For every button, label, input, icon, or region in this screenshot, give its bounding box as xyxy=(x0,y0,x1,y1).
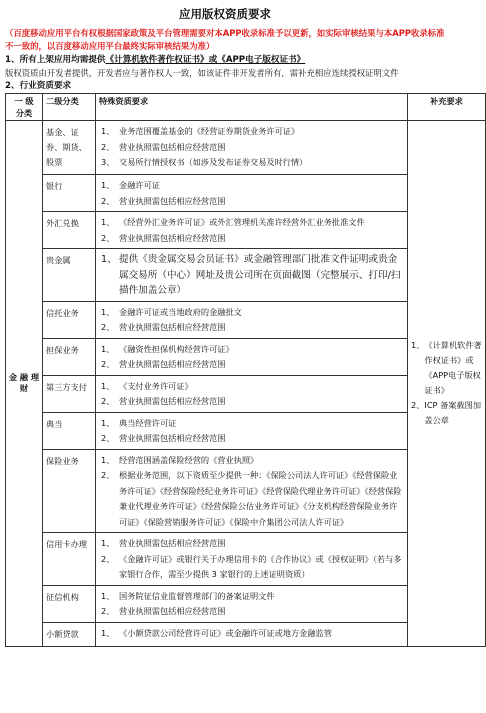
notice-text: （百度移动应用平台有权根据国家政策及平台管理需要对本APP收录标准予以更新，如实际审核结果与本APP收录标准不一致的，以百度移动应用平台最终实际审核结果为准） xyxy=(5,28,445,51)
item-number: 2、 xyxy=(101,232,115,243)
item-text: 《融资性担保机构经营许可证》 xyxy=(119,343,234,354)
item-text: 营业执照需包括相应经营范围 xyxy=(119,396,226,406)
section2-heading: 2、行业资质要求 xyxy=(5,81,72,91)
spec-cell xyxy=(96,338,408,375)
item-text: 典当经营许可证 xyxy=(119,417,177,428)
spec-item xyxy=(101,124,404,140)
spec-item xyxy=(101,431,404,447)
section1-heading xyxy=(5,54,445,67)
cat2-cell: 外汇兑换 xyxy=(43,212,96,249)
item-text: 业务范围覆盖基金的《经营证券期货业务许可证》 xyxy=(119,126,300,136)
spec-item xyxy=(101,536,404,552)
cat1-cell: 金 融 理财 xyxy=(6,121,43,647)
item-number: 1、 xyxy=(101,380,115,391)
item-number: 1、 xyxy=(101,217,115,227)
spec-item xyxy=(101,357,404,373)
page-title: 应用版权资质要求 xyxy=(179,7,271,21)
item-text: 营业执照需包括相应经营范围 xyxy=(119,606,226,616)
spec-item xyxy=(101,178,404,194)
item-number: 2、 xyxy=(411,400,425,411)
spec-item xyxy=(101,215,404,231)
cat2-cell: 信托业务 xyxy=(43,301,96,338)
spec-cell xyxy=(96,301,408,338)
item-text: 营业执照需包括相应经营范围 xyxy=(119,538,226,548)
item-text: 《支付业务许可证》 xyxy=(119,380,193,391)
cat2-cell: 征信机构 xyxy=(43,585,96,622)
spec-cell xyxy=(96,449,408,533)
item-number: 1、 xyxy=(101,306,115,317)
item-number: 1、 xyxy=(101,454,115,465)
spec-cell xyxy=(96,375,408,412)
item-number: 2、 xyxy=(101,470,115,480)
header-cat1: 一 级 分类 xyxy=(6,94,43,121)
item-number: 1、 xyxy=(411,340,425,351)
cat2-cell: 担保业务 xyxy=(43,338,96,375)
spec-item xyxy=(101,140,404,156)
item-number: 2、 xyxy=(101,606,115,616)
item-number: 1、 xyxy=(101,627,115,638)
spec-cell xyxy=(96,412,408,449)
item-number: 1、 xyxy=(101,343,115,354)
item-number: 2、 xyxy=(101,195,115,206)
item-number: 2、 xyxy=(101,553,115,564)
spec-item xyxy=(101,194,404,210)
item-text: 国务院征信业监督管理部门的备案证明文件 xyxy=(119,590,275,601)
cat2-cell: 保险业务 xyxy=(43,449,96,533)
spec-item xyxy=(101,155,404,171)
spec-item xyxy=(101,252,404,299)
spec-item xyxy=(101,416,404,432)
item-text: 营业执照需包括相应经营范围 xyxy=(119,141,226,152)
item-number: 2、 xyxy=(101,433,115,443)
spec-item xyxy=(101,552,404,583)
item-text: 营业执照需包括相应经营范围 xyxy=(119,359,226,369)
extra-requirements-cell xyxy=(408,121,486,647)
spec-cell xyxy=(96,622,408,646)
item-number: 1、 xyxy=(101,180,115,190)
item-number: 1、 xyxy=(101,126,115,136)
item-text: 金融许可证或当地政府的金融批文 xyxy=(119,306,242,317)
cat2-cell: 贵金属 xyxy=(43,249,96,302)
spec-item xyxy=(101,626,404,642)
spec-cell xyxy=(96,121,408,175)
spec-cell xyxy=(96,212,408,249)
item-number: 3、 xyxy=(101,157,115,167)
header-cat2: 二级分类 xyxy=(43,94,96,121)
spec-item xyxy=(101,453,404,469)
spec-cell xyxy=(96,533,408,586)
item-text: 经营范围涵盖保险经营的《营业执照》 xyxy=(119,454,259,465)
table-header-row xyxy=(6,94,486,121)
cat2-cell: 信用卡办理 xyxy=(43,533,96,586)
spec-cell xyxy=(96,175,408,212)
spec-item xyxy=(101,342,404,358)
cat2-cell: 基金、证券、期货、股票 xyxy=(43,121,96,175)
spec-item xyxy=(101,305,404,321)
item-text: 《小额贷款公司经营许可证》或金融许可证或地方金融监管 xyxy=(119,627,332,638)
spec-item xyxy=(101,589,404,605)
spec-item xyxy=(101,394,404,410)
table-row xyxy=(6,121,486,175)
item-text: ICP 备案截图加盖公章 xyxy=(424,400,482,426)
item-text: 金融许可证 xyxy=(119,180,160,190)
item-number: 1、 xyxy=(101,254,117,265)
header-extra: 补充要求 xyxy=(408,94,486,121)
item-number: 1、 xyxy=(101,590,115,601)
item-text: 《计算机软件著作权证书》或《APP电子版权证书》 xyxy=(424,340,482,396)
section1-body: 版权资质由开发者提供，开发者应与著作权人一致，如该证件非开发者所有，需补充相应连续授权证明文件 xyxy=(5,68,399,78)
item-text: 营业执照需包括相应经营范围 xyxy=(119,195,226,206)
section1-underlined: 《计算机软件著作权证书》或《APP电子版权证书》 xyxy=(105,55,306,65)
section1-prefix: 1、所有上架应用均需提供 xyxy=(5,55,106,65)
item-number: 2、 xyxy=(101,322,115,332)
cat2-cell: 银行 xyxy=(43,175,96,212)
cat2-cell: 典当 xyxy=(43,412,96,449)
spec-item xyxy=(101,468,404,530)
item-number: 2、 xyxy=(101,396,115,406)
item-number: 1、 xyxy=(101,417,115,428)
spec-cell xyxy=(96,585,408,622)
item-text: 《金融许可证》或银行关于办理信用卡的《合作协议》或《授权证明》（若与多家银行合作，需至少提供 3 家银行的上述证明资质） xyxy=(119,553,402,579)
extra-item xyxy=(411,398,482,428)
item-number: 2、 xyxy=(101,141,115,152)
table-body xyxy=(6,121,486,647)
item-text: 营业执照需包括相应经营范围 xyxy=(119,433,226,443)
qualification-table xyxy=(5,93,486,647)
spec-cell xyxy=(96,249,408,302)
spec-item xyxy=(101,320,404,336)
spec-item xyxy=(101,604,404,620)
item-text: 营业执照需包括相应经营范围 xyxy=(119,322,226,332)
item-number: 2、 xyxy=(101,359,115,369)
item-text: 《经营外汇业务许可证》或外汇管理机关准许经营外汇业务批准文件 xyxy=(119,217,365,227)
extra-item xyxy=(411,338,482,398)
spec-item xyxy=(101,231,404,247)
cat2-cell: 第三方支付 xyxy=(43,375,96,412)
item-text: 提供《贵金属交易会员证书》或金融管理部门批准文件证明或贵金属交易所（中心）网址及贵公司所在页面截图（完整展示、打印/扫描件加盖公章） xyxy=(119,254,401,296)
header-spec: 特殊资质要求 xyxy=(96,94,408,121)
item-text: 交易所行情授权书（如涉及发布证券交易及时行情） xyxy=(119,157,308,167)
item-number: 1、 xyxy=(101,538,115,548)
cat2-cell: 小额贷款 xyxy=(43,622,96,646)
spec-item xyxy=(101,379,404,395)
item-text: 根据业务范围，以下资质至少提供一种：《保险公司法人许可证》《经营保险业务许可证》《经营保险经纪业务许可证》《经营保险代理业务许可证》《经营保险兼业代理业务许可证》《经营保险公估业务许可证》《分支机构经营保险业务许可证》《保险营销服务许可证》《保险中介集团公司法人许可证》 xyxy=(119,470,402,527)
item-text: 营业执照需包括相应经营范围 xyxy=(119,232,226,243)
